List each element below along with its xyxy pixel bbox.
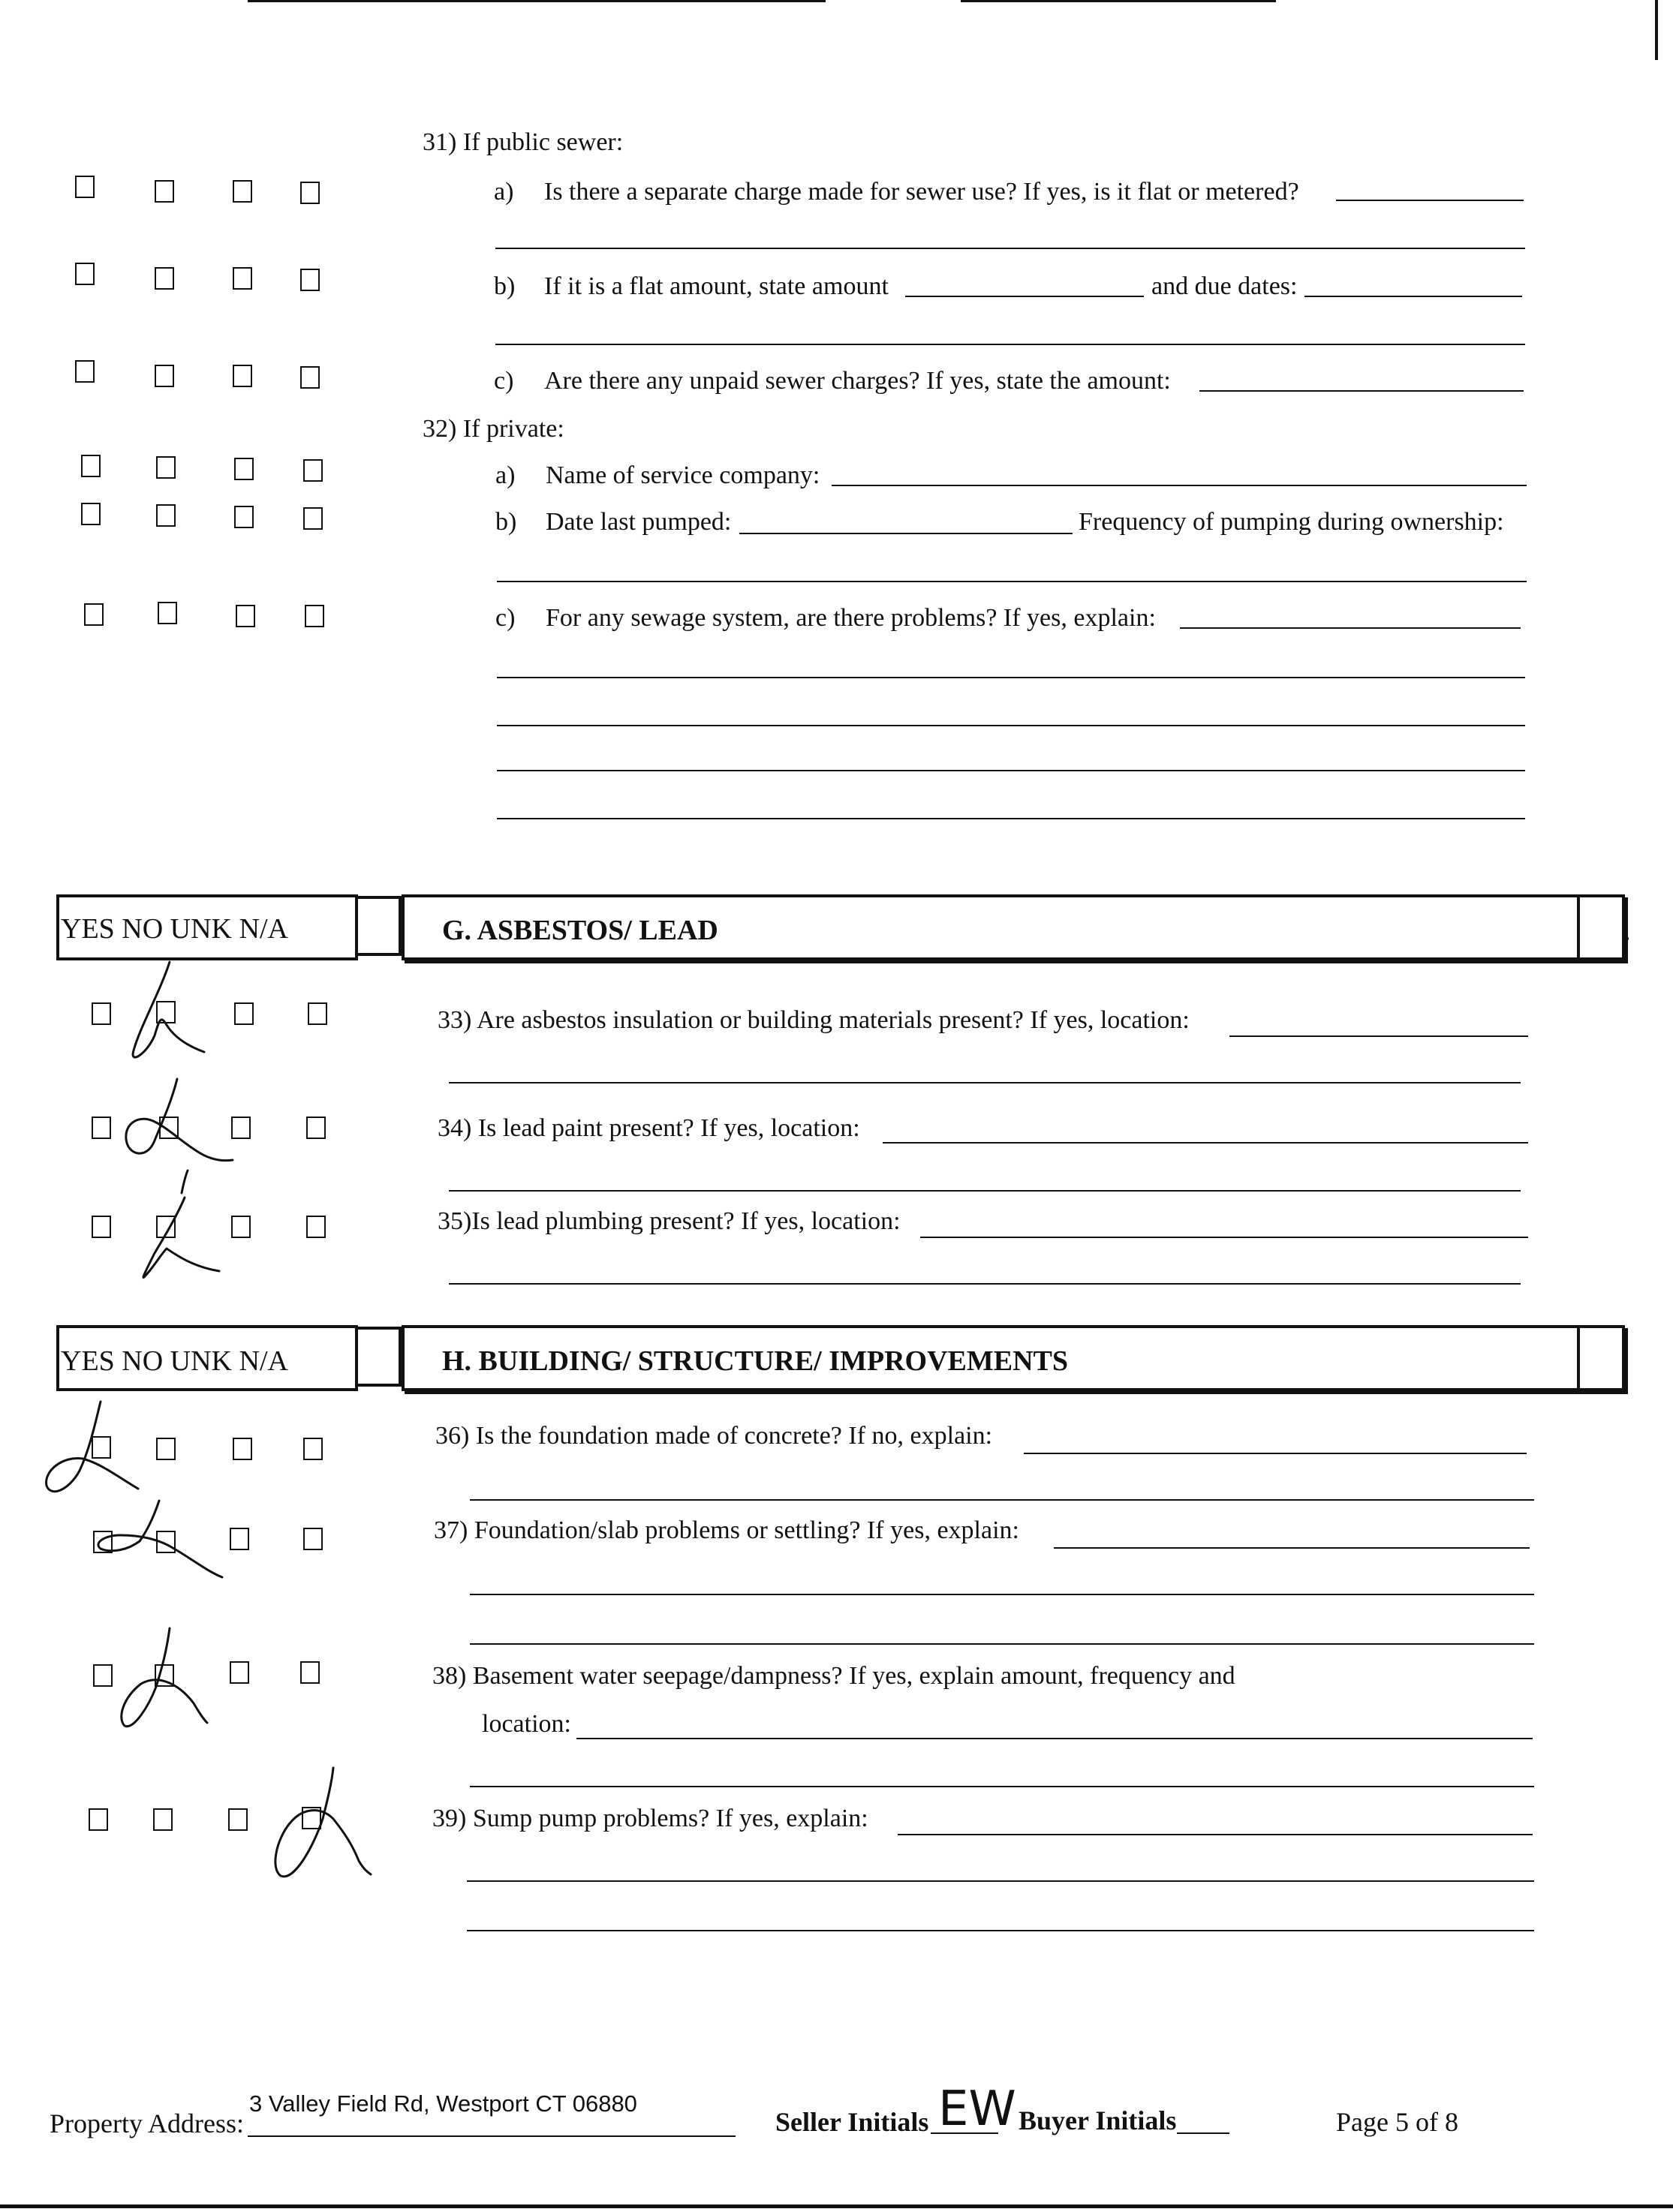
bottom-edge-line (0, 2204, 1673, 2208)
q31a-question: Is there a separate charge made for sewer use? If yes, is it flat or metered? (544, 178, 1299, 206)
q31c-question: Are there any unpaid sewer charges? If yes, state the amount: (544, 367, 1171, 395)
q31-label: 31) If public sewer: (423, 128, 624, 156)
q31b-letter: b) (494, 272, 516, 300)
q31a-letter: a) (494, 178, 514, 206)
q32a-question: Name of service company: (546, 461, 820, 489)
seller-initials-signature (938, 2060, 1016, 2137)
q34-no-handwritten-mark (126, 1079, 233, 1161)
q32b-frequency-label: Frequency of pumping during ownership: (1079, 508, 1504, 536)
buyer-initials-line[interactable] (1177, 2132, 1229, 2134)
q33-question: 33) Are asbestos insulation or building materials present? If yes, location: (438, 1006, 1190, 1034)
page-number (1336, 2105, 1458, 2138)
q32a-letter: a) (495, 461, 516, 489)
column-headings: YES NO UNK N/A (61, 1345, 288, 1377)
q37-handwritten-mark (98, 1501, 222, 1577)
property-address-label: Property Address: (50, 2108, 244, 2138)
q36-yes-handwritten-mark (47, 1402, 138, 1492)
q33-no-handwritten-mark (133, 962, 204, 1057)
q39-na-handwritten-mark (275, 1768, 371, 1877)
buyer-initials-label: Buyer Initials (1019, 2105, 1177, 2135)
q39-question: 39) Sump pump problems? If yes, explain: (432, 1805, 868, 1832)
q32-label: 32) If private: (423, 415, 564, 443)
property-address-line[interactable] (248, 2135, 736, 2137)
q32c-question: For any sewage system, are there problems? If yes, explain: (546, 604, 1156, 632)
q31c-letter: c) (494, 367, 514, 395)
seller-initials-label: Seller Initials (775, 2107, 929, 2137)
q32b-letter: b) (495, 508, 517, 536)
q38-question-line1: 38) Basement water seepage/dampness? If yes, explain amount, frequency and (432, 1662, 1235, 1690)
q37-question: 37) Foundation/slab problems or settling? If yes, explain: (434, 1516, 1019, 1544)
column-headings: YES NO UNK N/A (61, 913, 288, 945)
section-title: H. BUILDING/ STRUCTURE/ IMPROVEMENTS (442, 1345, 1068, 1377)
q36-question: 36) Is the foundation made of concrete? If no, explain: (435, 1422, 993, 1450)
page-number-text: Page 5 of 8 (1336, 2107, 1458, 2137)
q31b-question: If it is a flat amount, state amount (544, 272, 889, 300)
property-address-value: 3 Valley Field Rd, Westport CT 06880 (249, 2090, 637, 2117)
q38-no-handwritten-mark (122, 1628, 207, 1727)
q32c-letter: c) (495, 604, 516, 632)
seller-initials-text: EW (938, 2081, 1016, 2137)
q32b-question: Date last pumped: (546, 508, 732, 536)
q38-question-line2: location: (482, 1710, 571, 1738)
q34-question: 34) Is lead paint present? If yes, location: (438, 1114, 860, 1142)
q31b-due-label: and due dates: (1151, 272, 1298, 300)
section-title: G. ASBESTOS/ LEAD (442, 915, 718, 946)
q35-question: 35)Is lead plumbing present? If yes, location: (438, 1207, 901, 1235)
q35-no-handwritten-mark (143, 1171, 219, 1278)
